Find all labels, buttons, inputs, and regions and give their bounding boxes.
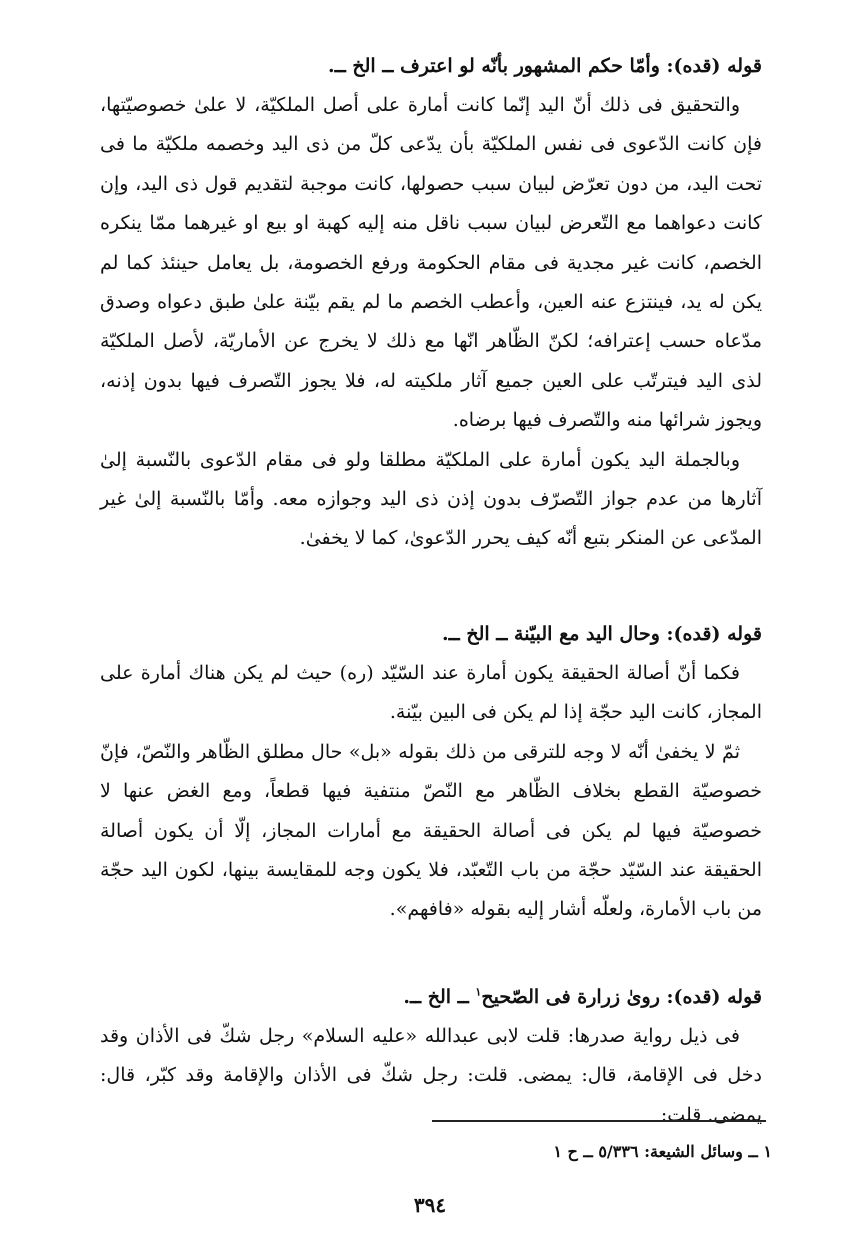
section-heading: قوله (قده): وحال اليد مع البيّنة ــ الخ ــ. (441, 623, 762, 645)
section-2 (100, 615, 762, 930)
section-3 (100, 978, 762, 1135)
paragraph: وبالجملة اليد يكون أمارة على الملكيّة مطلقا ولو فى مقام الدّعوى بالنّسبة إلىٰ آثارها من عدم جواز التّصرّف بدون إذن ذى اليد وجوازه معه. وأمّا بالنّسبة إلىٰ غير المدّعى عن المنكر بتبع أنّه كيف يحرر الدّعوىٰ، كما لا يخفىٰ. (100, 448, 762, 550)
paragraph: فكما أنّ أصالة الحقيقة يكون أمارة عند السّيّد (ره) حيث لم يكن هناك أمارة على المجاز، كانت اليد حجّة إذا لم يكن فى البين بيّنة. (100, 662, 762, 724)
footnote-marker[interactable]: ١ (475, 985, 482, 999)
section-heading (100, 978, 762, 1017)
section-heading-text: قوله (قده): روىٰ زرارة فى الصّحيح (481, 986, 762, 1008)
paragraph: والتحقيق فى ذلك أنّ اليد إنّما كانت أمارة على أصل الملكيّة، لا علىٰ خصوصيّتها، فإن كانت الدّعوى فى نفس الملكيّة بأن يدّعى كلّ من ذى اليد وخصمه ملكيّة ما فى تحت اليد، من دون تعرّض لبيان سبب حصولها، كانت موجبة لتقديم قول ذى اليد، وإن كانت دعواهما مع التّعرض لبيان سبب ناقل منه إليه كهبة او بيع او غيرهما ممّا ينكره الخصم، كانت غير مجدية فى مقام الحكومة ورفع الخصومة، بل يعامل حينئذ كما لم يكن له يد، فينتزع عنه العين، وأعطب الخصم ما لم يقم بيّنة علىٰ طبق دعواه وصدق مدّعاه حسب إعترافه؛ لكنّ الظّاهر انّها مع ذلك لا يخرج عن الأماريّة، لأصل الملكيّة لذى اليد فيترتّب على العين جميع آثار ملكيته له، فلا يجوز التّصرف فيها بدون إذنه، ويجوز شرائها منه والتّصرف فيها برضاه. (100, 94, 762, 432)
footnote: ١ ــ وسائل الشيعة: ٥/٣٣٦ ــ ح ١ (553, 1142, 772, 1161)
section-heading: قوله (قده): وأمّا حكم المشهور بأنّه لو اعترف ــ الخ ــ. (328, 55, 762, 77)
footnote-divider (432, 1120, 766, 1122)
page-number: ٣٩٤ (413, 1193, 447, 1217)
section-heading-tail: ــ الخ ــ. (403, 986, 476, 1008)
paragraph: فى ذيل رواية صدرها: قلت لابى عبدالله «عليه السلام» رجل شكّ فى الأذان وقد دخل فى الإقامة، قال: يمضى. قلت: رجل شكّ فى الأذان والإقامة وقد كبّر، قال: يمضى. قلت: (100, 1025, 762, 1126)
section-1 (100, 47, 762, 559)
paragraph: ثمّ لا يخفىٰ أنّه لا وجه للترقى من ذلك بقوله «بل» حال مطلق الظّاهر والنّصّ، فإنّ خصوصيّة القطع بخلاف الظّاهر مع النّصّ منتفية فيها قطعاً، ومع الغض عنها لا خصوصيّة فيها لم يكن فى أصالة الحقيقة مع أمارات المجاز، إلّا أن يكون أصالة الحقيقة عند السّيّد حجّة من باب التّعبّد، فلا يكون وجه للمقايسة بينها، لكون اليد حجّة من باب الأمارة، ولعلّه أشار إليه بقوله «فافهم». (100, 740, 762, 921)
